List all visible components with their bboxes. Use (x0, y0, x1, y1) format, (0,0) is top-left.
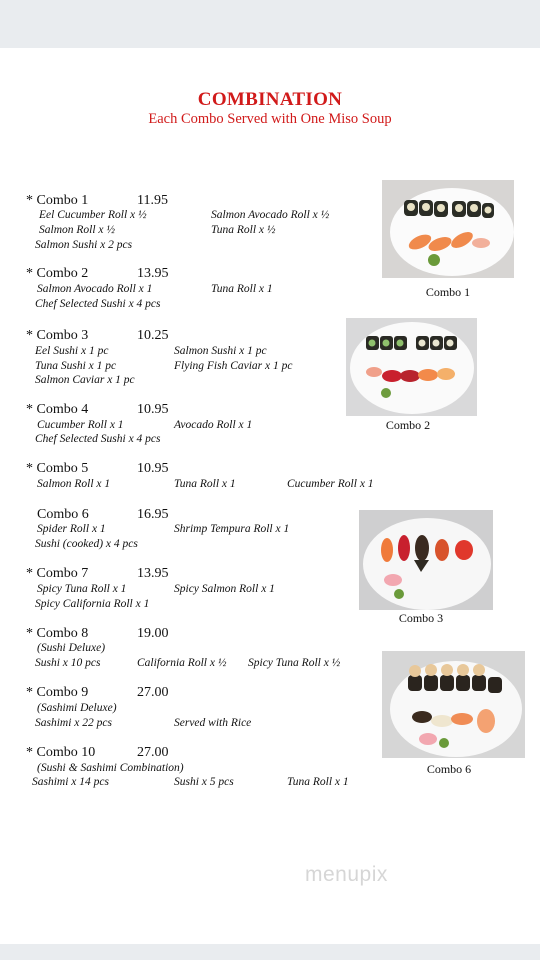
sushi-plate-image (382, 180, 514, 278)
combo-3-caption: Combo 3 (398, 611, 444, 625)
page-subtitle: Each Combo Served with One Miso Soup (148, 111, 392, 127)
combo-item: California Roll x ½ (137, 657, 227, 669)
page-title: COMBINATION (197, 89, 343, 110)
combo-item: Sushi x 10 pcs (35, 657, 101, 669)
combo-item: Sushi x 5 pcs (174, 776, 234, 788)
combo-item: Salmon Avocado Roll x ½ (211, 209, 330, 221)
combo-label: * Combo 2 (26, 266, 89, 281)
combo-label: * Combo 1 (26, 193, 89, 208)
combo-item: Tuna Roll x 1 (174, 478, 236, 490)
sushi-plate-image (382, 651, 525, 758)
combo-item: Sushi (cooked) x 4 pcs (35, 538, 138, 550)
combo-item: Eel Sushi x 1 pc (35, 345, 109, 357)
combo-item: Salmon Avocado Roll x 1 (37, 283, 153, 295)
combo-price: 11.95 (137, 193, 168, 208)
sushi-plate-image (359, 510, 493, 610)
combo-price: 27.00 (137, 685, 169, 700)
combo-item: Cucumber Roll x 1 (37, 419, 124, 431)
combo-item: Spicy Tuna Roll x 1 (37, 583, 127, 595)
combo-item: Flying Fish Caviar x 1 pc (174, 360, 293, 372)
combo-price: 10.95 (137, 461, 169, 476)
combo-2-caption: Combo 2 (385, 418, 431, 432)
combo-item: Tuna Sushi x 1 pc (35, 360, 117, 372)
combo-item: Salmon Sushi x 1 pc (174, 345, 267, 357)
combo-item: Salmon Roll x ½ (39, 224, 116, 236)
combo-price: 27.00 (137, 745, 169, 760)
combo-item: Sashimi x 14 pcs (32, 776, 109, 788)
combo-item: Chef Selected Sushi x 4 pcs (35, 433, 161, 445)
combo-label: * Combo 4 (26, 402, 89, 417)
combo-item: Served with Rice (174, 717, 252, 729)
combo-item: Tuna Roll x 1 (211, 283, 273, 295)
combo-price: 19.00 (137, 626, 169, 641)
combo-label: * Combo 9 (26, 685, 89, 700)
combo-item: (Sushi Deluxe) (37, 642, 106, 654)
combo-price: 16.95 (137, 507, 169, 522)
combo-item: Salmon Roll x 1 (37, 478, 111, 490)
combo-2-photo (346, 318, 477, 416)
combo-label: * Combo 8 (26, 626, 89, 641)
combo-item: Spider Roll x 1 (37, 523, 106, 535)
combo-item: Cucumber Roll x 1 (287, 478, 374, 490)
combo-item: (Sushi & Sashimi Combination) (37, 762, 184, 774)
combo-price: 10.95 (137, 402, 169, 417)
combo-item: Eel Cucumber Roll x ½ (39, 209, 147, 221)
combo-item: Tuna Roll x 1 (287, 776, 349, 788)
combo-1-caption: Combo 1 (425, 285, 471, 299)
combo-item: Avocado Roll x 1 (174, 419, 253, 431)
combo-label: * Combo 5 (26, 461, 89, 476)
combo-item: Shrimp Tempura Roll x 1 (174, 523, 290, 535)
combo-6-photo (382, 651, 525, 758)
combo-item: Spicy Salmon Roll x 1 (174, 583, 275, 595)
combo-item: Salmon Sushi x 2 pcs (35, 239, 133, 251)
combo-item: Spicy Tuna Roll x ½ (248, 657, 341, 669)
combo-item: Chef Selected Sushi x 4 pcs (35, 298, 161, 310)
combo-6-caption: Combo 6 (426, 762, 472, 776)
combo-price: 13.95 (137, 266, 169, 281)
combo-price: 10.25 (137, 328, 169, 343)
combo-label: * Combo 3 (26, 328, 89, 343)
menupix-watermark: menupix (305, 863, 388, 886)
combo-label: Combo 6 (37, 507, 89, 522)
combo-3-photo (359, 510, 493, 610)
sushi-plate-image (346, 318, 477, 416)
combo-item: Spicy California Roll x 1 (35, 598, 150, 610)
combo-item: (Sashimi Deluxe) (37, 702, 117, 714)
combo-item: Salmon Caviar x 1 pc (35, 374, 135, 386)
combo-label: * Combo 7 (26, 566, 89, 581)
combo-item: Tuna Roll x ½ (211, 224, 276, 236)
combo-1-photo (382, 180, 514, 278)
combo-item: Sashimi x 22 pcs (35, 717, 112, 729)
combo-label: * Combo 10 (26, 745, 96, 760)
combo-price: 13.95 (137, 566, 169, 581)
